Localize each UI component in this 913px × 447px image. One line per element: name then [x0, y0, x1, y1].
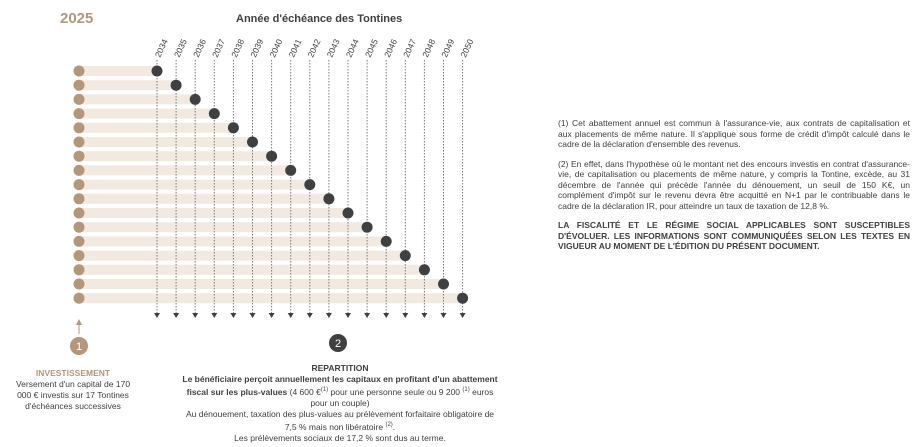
- down-arrow: [154, 313, 160, 318]
- footnote-ref-1b: (1): [462, 387, 470, 393]
- row-bar: [79, 66, 157, 76]
- row-bar: [79, 222, 367, 232]
- repartition-taxation: Au dénouement, taxation des plus-values au prélèvement forfaitaire obligatoire de 7,5 % mais non libératoire: [185, 408, 495, 432]
- diagram-title: Année d'échéance des Tontines: [236, 13, 403, 25]
- year-badge: 2025: [60, 10, 94, 27]
- repartition-amount2-rest: euros pour un couple): [310, 386, 494, 408]
- maturity-dot: [247, 137, 258, 148]
- repartition-social: Les prélèvements sociaux de 17,2 % sont dus au terme.: [234, 432, 446, 443]
- year-label: 2041: [286, 37, 304, 59]
- down-arrow: [307, 313, 313, 318]
- down-arrow: [288, 313, 294, 318]
- row-marker: [74, 222, 85, 233]
- down-arrow: [364, 313, 370, 318]
- row-marker: [74, 193, 85, 204]
- row-bar: [79, 208, 348, 218]
- row-bar: [79, 251, 405, 261]
- year-label: 2043: [324, 37, 342, 59]
- maturity-dot: [228, 122, 239, 133]
- row-bar: [79, 194, 329, 204]
- repartition-amount-rest: pour une personne seule ou 9 200: [328, 386, 463, 397]
- row-bar: [79, 236, 386, 246]
- year-label: 2034: [152, 37, 170, 59]
- year-label: 2045: [362, 37, 380, 59]
- down-arrow: [250, 313, 256, 318]
- year-label: 2036: [190, 37, 209, 59]
- regulatory-warning: LA FISCALITÉ ET LE RÉGIME SOCIAL APPLICABLES SONT SUSCEPTIBLES D'ÉVOLUER. LES INFORMATIONS SONT COMMUNIQUÉES SELON LES TEXTES EN VIGUEUR AU MOMENT DE L'ÉDITION DU PRÉSENT DOCUMENT.: [558, 220, 910, 251]
- footnotes-panel: [558, 118, 910, 261]
- row-marker: [74, 165, 85, 176]
- row-bar: [79, 151, 272, 161]
- row-bar: [79, 180, 310, 190]
- row-marker: [74, 80, 85, 91]
- down-arrow: [421, 313, 427, 318]
- step-1-number: 1: [75, 341, 83, 353]
- row-marker: [74, 151, 85, 162]
- footnote-ref-2: (2): [385, 421, 393, 428]
- repartition-description: [180, 363, 500, 444]
- down-arrow: [345, 313, 351, 318]
- maturity-dot: [457, 293, 468, 304]
- maturity-dot: [171, 80, 182, 91]
- row-bar: [79, 80, 176, 90]
- row-bar: [79, 137, 253, 147]
- year-label: 2050: [458, 37, 476, 59]
- repartition-lead: Le bénéficiaire perçoit annuellement les capitaux en profitant d'un abattement fiscal sur les plus-values: [182, 374, 498, 397]
- year-label: 2044: [343, 37, 361, 59]
- year-label: 2046: [381, 37, 400, 59]
- maturity-dot: [323, 193, 334, 204]
- maturity-dot: [400, 250, 411, 261]
- row-marker: [74, 108, 85, 119]
- row-marker: [74, 94, 85, 105]
- maturity-dot: [381, 236, 392, 247]
- maturity-dot: [438, 279, 449, 290]
- row-bar: [79, 109, 214, 119]
- year-label: 2049: [439, 37, 457, 59]
- down-arrow: [326, 313, 332, 318]
- investment-description: [8, 368, 138, 412]
- row-bar: [79, 94, 195, 104]
- down-arrow: [402, 313, 408, 318]
- row-bar: [79, 279, 444, 289]
- down-arrow: [230, 313, 236, 318]
- row-marker: [74, 122, 85, 133]
- repartition-title: REPARTITION: [311, 363, 369, 373]
- maturity-dot: [152, 66, 163, 77]
- year-label: 2035: [171, 37, 189, 59]
- footnote-ref-1: (1): [320, 387, 329, 393]
- down-arrow: [192, 313, 198, 318]
- row-bar: [79, 165, 291, 175]
- row-marker: [74, 66, 85, 77]
- repartition-amount: (4 600 €: [287, 386, 321, 397]
- maturity-dot: [209, 108, 220, 119]
- row-marker: [74, 137, 85, 148]
- row-marker: [74, 264, 85, 275]
- maturity-dot: [190, 94, 201, 105]
- maturity-dot: [304, 179, 315, 190]
- year-label: 2039: [248, 37, 266, 59]
- investment-text: Versement d'un capital de 170 000 € investis sur 17 Tontines d'échéances successives: [15, 379, 131, 411]
- year-label: 2042: [305, 37, 323, 59]
- down-arrow: [211, 313, 217, 318]
- year-label: 2038: [229, 37, 247, 59]
- year-label: 2048: [420, 37, 438, 59]
- row-bar: [79, 265, 424, 275]
- maturity-dot: [343, 208, 354, 219]
- row-bar: [79, 123, 233, 133]
- down-arrow: [460, 313, 466, 318]
- footnote-2: (2) En effet, dans l'hypothèse où le montant net des encours investis en contrat d'assurance-vie, de capitalisation ou placements de même nature, y compris la Tontine, excède, au 31 décembre de l'année qui précède l'année du dénouement, un seuil de 150 K€, un complément d'impôt sur le revenu devra être acquitté en N+1 par le contribuable dans le cadre de la déclaration IR, pour atteindre un taux de taxation de 12,8 %.: [558, 158, 910, 211]
- row-marker: [74, 208, 85, 219]
- step-arrow-head: [76, 319, 82, 325]
- down-arrow: [383, 313, 389, 318]
- maturity-dot: [266, 151, 277, 162]
- maturity-dot: [419, 264, 430, 275]
- row-marker: [74, 179, 85, 190]
- maturity-dot: [285, 165, 296, 176]
- investment-title: INVESTISSEMENT: [35, 368, 111, 378]
- row-marker: [74, 250, 85, 261]
- row-marker: [74, 293, 85, 304]
- down-arrow: [173, 313, 179, 318]
- footnote-1: (1) Cet abattement annuel est commun à l'assurance-vie, aux contrats de capitalisation et aux placements de même nature. Il s'applique sous forme de crédit d'impôt calculé dans le cadre de la déclaration d'ensemble des revenus.: [558, 118, 910, 149]
- step-2-number: 2: [334, 338, 342, 350]
- row-marker: [74, 236, 85, 247]
- row-marker: [74, 279, 85, 290]
- maturity-dot: [362, 222, 373, 233]
- repartition-taxation-end: .: [392, 421, 396, 432]
- year-label: 2047: [401, 37, 419, 59]
- down-arrow: [269, 313, 275, 318]
- year-label: 2040: [267, 37, 285, 59]
- year-label: 2037: [210, 37, 228, 59]
- down-arrow: [441, 313, 447, 318]
